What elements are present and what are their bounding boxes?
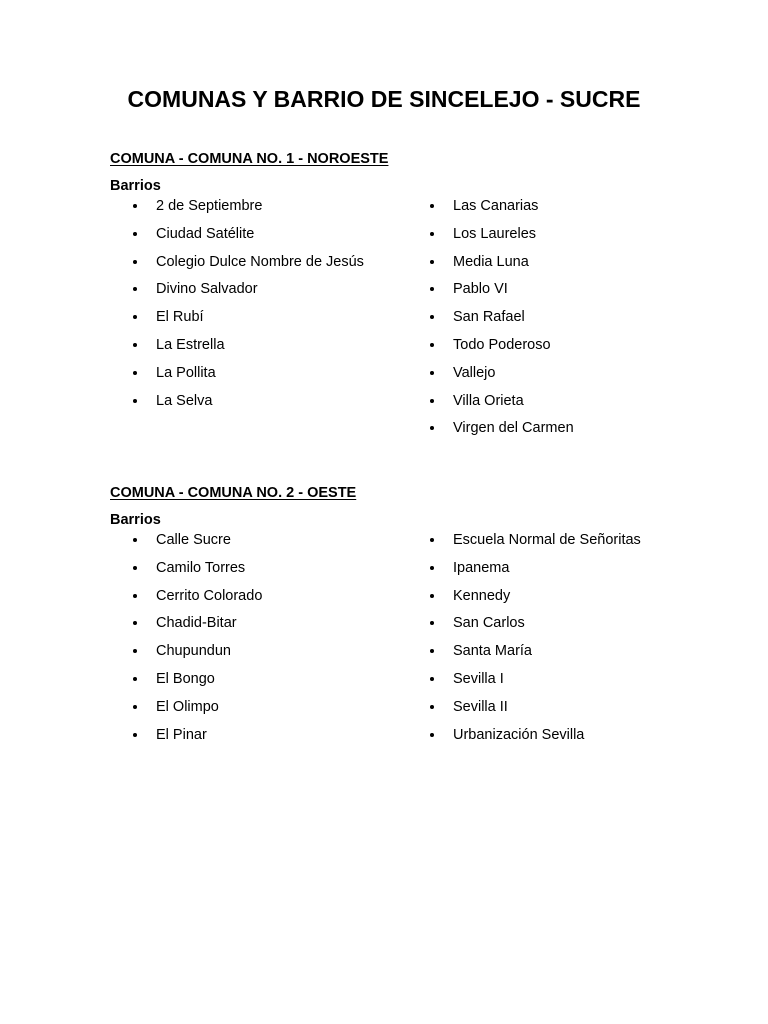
list-item: Los Laureles <box>453 225 713 253</box>
barrios-list-left <box>156 197 386 419</box>
barrios-list-right <box>453 531 713 753</box>
list-item: La Pollita <box>156 364 386 392</box>
list-item: Chadid-Bitar <box>156 614 386 642</box>
list-item: Ciudad Satélite <box>156 225 386 253</box>
list-item: Kennedy <box>453 587 713 615</box>
list-item: San Carlos <box>453 614 713 642</box>
list-item: Vallejo <box>453 364 713 392</box>
list-item: La Estrella <box>156 336 386 364</box>
list-item: Sevilla II <box>453 698 713 726</box>
list-item: Urbanización Sevilla <box>453 726 713 754</box>
barrios-list-right <box>453 197 713 447</box>
list-item: La Selva <box>156 392 386 420</box>
list-item: Pablo VI <box>453 280 713 308</box>
section-heading: COMUNA - COMUNA NO. 1 - NOROESTE <box>110 151 389 167</box>
section-heading: COMUNA - COMUNA NO. 2 - OESTE <box>110 485 357 501</box>
list-item: Ipanema <box>453 559 713 587</box>
list-item: Virgen del Carmen <box>453 419 713 447</box>
list-item: Todo Poderoso <box>453 336 713 364</box>
list-item: El Rubí <box>156 308 386 336</box>
list-item: Santa María <box>453 642 713 670</box>
list-item: Villa Orieta <box>453 392 713 420</box>
barrios-label: Barrios <box>110 512 161 528</box>
list-item: Colegio Dulce Nombre de Jesús <box>156 253 386 281</box>
list-item: El Olimpo <box>156 698 386 726</box>
list-item: Divino Salvador <box>156 280 386 308</box>
list-item: Escuela Normal de Señoritas <box>453 531 713 559</box>
list-item: 2 de Septiembre <box>156 197 386 225</box>
list-item: El Bongo <box>156 670 386 698</box>
list-item: Media Luna <box>453 253 713 281</box>
list-item: El Pinar <box>156 726 386 754</box>
comuna-2-section <box>110 484 730 743</box>
barrios-label: Barrios <box>110 178 161 194</box>
list-item: San Rafael <box>453 308 713 336</box>
list-item: Las Canarias <box>453 197 713 225</box>
list-item: Sevilla I <box>453 670 713 698</box>
comuna-1-section <box>110 150 730 437</box>
barrios-list-left <box>156 531 386 753</box>
list-item: Chupundun <box>156 642 386 670</box>
page-title: COMUNAS Y BARRIO DE SINCELEJO - SUCRE <box>127 86 641 112</box>
list-item: Calle Sucre <box>156 531 386 559</box>
list-item: Camilo Torres <box>156 559 386 587</box>
list-item: Cerrito Colorado <box>156 587 386 615</box>
